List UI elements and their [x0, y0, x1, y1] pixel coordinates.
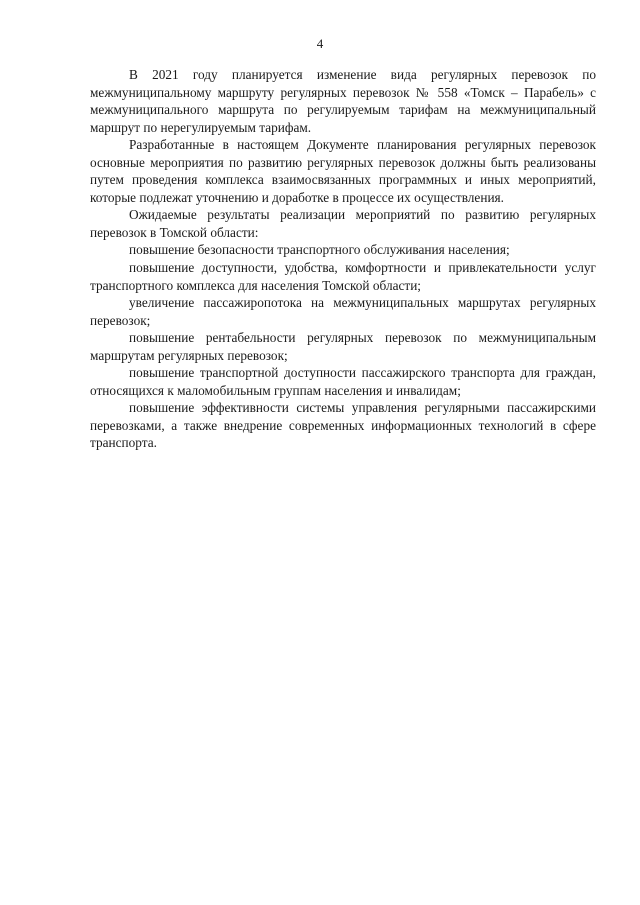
result-item-passenger-flow: увеличение пассажиропотока на межмуниципальных маршрутах регулярных перевозок; [90, 295, 596, 328]
result-item-accessibility: повышение доступности, удобства, комфортности и привлекательности услуг транспортного комплекса для населения Томской области; [90, 260, 596, 293]
result-item-profitability: повышение рентабельности регулярных перевозок по межмуниципальным маршрутам регулярных перевозок; [90, 330, 596, 363]
result-item-management-efficiency: повышение эффективности системы управления регулярными пассажирскими перевозками, а также внедрение современных информационных технологий в сфере транспорта. [90, 400, 596, 451]
paragraph-expected-results: Ожидаемые результаты реализации мероприятий по развитию регулярных перевозок в Томской области: [90, 207, 596, 240]
page-number: 4 [316, 36, 324, 51]
result-item-transport-availability: повышение транспортной доступности пассажирского транспорта для граждан, относящихся к маломобильным группам населения и инвалидам; [90, 365, 596, 398]
paragraph-route-change: В 2021 году планируется изменение вида регулярных перевозок по межмуниципальному маршруту регулярных перевозок № 558 «Томск – Парабель» с межмуниципального маршрута по регулируемым тарифам на межмуниципальный маршрут по нерегулируемым тарифам. [90, 67, 596, 135]
result-item-safety: повышение безопасности транспортного обслуживания населения; [129, 242, 510, 258]
document-body [90, 66, 596, 452]
paragraph-planned-measures: Разработанные в настоящем Документе планирования регулярных перевозок основные мероприятия по развитию регулярных перевозок должны быть реализованы путем проведения комплекса взаимосвязанных программных и иных мероприятий, которые подлежат уточнению и доработке в процессе их осуществления. [90, 137, 596, 205]
